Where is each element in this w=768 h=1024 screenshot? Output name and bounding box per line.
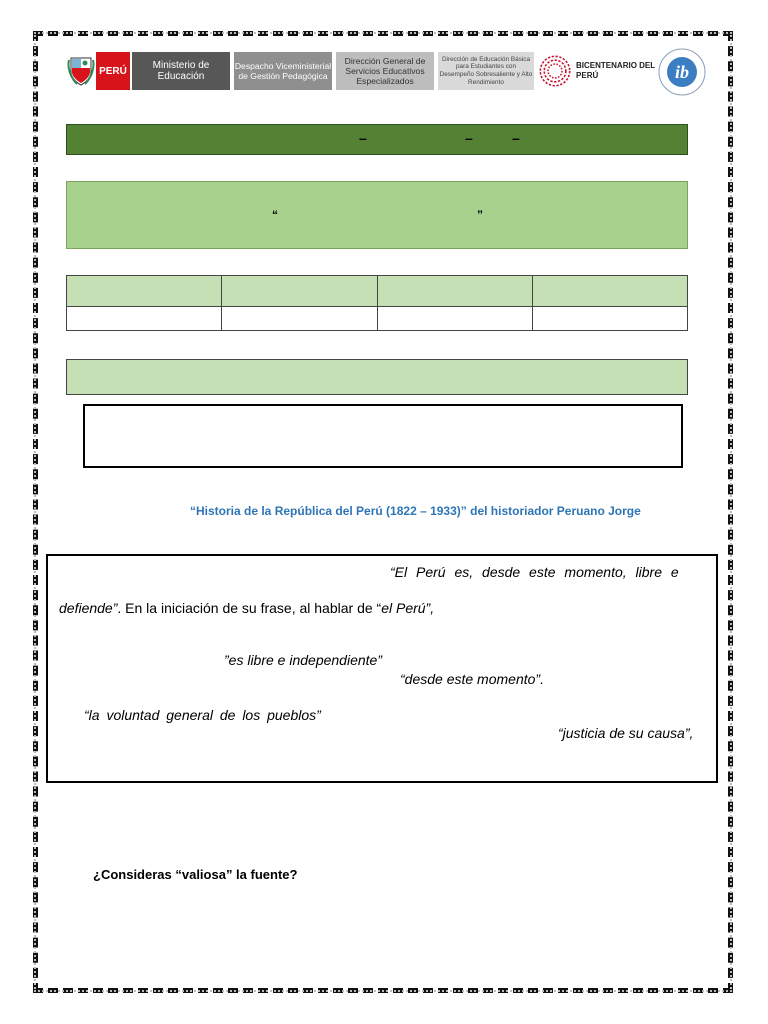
- info-table-value-cell[interactable]: [67, 307, 222, 331]
- activity-title-band: [66, 181, 688, 249]
- direccion-general-logo: Dirección General de Servicios Educativos Especializados: [336, 52, 434, 90]
- band-dash-1: –: [359, 130, 367, 146]
- source-reference: “Historia de la República del Perú (1822 – 1933)” del historiador Peruano Jorge: [190, 504, 641, 518]
- peru-badge: PERÚ: [96, 52, 130, 90]
- section-band: [66, 359, 688, 395]
- info-table-header-cell: [532, 276, 687, 307]
- info-table-value-cell[interactable]: [222, 307, 377, 331]
- quote-line-2-b: . En la iniciación de su frase, al hablar de “: [117, 600, 382, 616]
- title-quote-close: ”: [477, 208, 483, 222]
- info-table-header-cell: [377, 276, 532, 307]
- info-table-header-row: [67, 276, 688, 307]
- bicentenario-label: BICENTENARIO DEL PERÚ: [576, 61, 655, 80]
- direccion-basica-logo: Dirección de Educación Básica para Estudiantes con Desempeño Sobresaliente y Alto Rendimiento: [438, 52, 534, 90]
- question-prompt: ¿Consideras “valiosa” la fuente?: [93, 867, 298, 882]
- band-dash-2: –: [465, 130, 473, 146]
- unit-header-band: [66, 124, 688, 155]
- bicentenario-emblem-icon: [538, 49, 572, 93]
- peru-coat-of-arms-icon: [66, 52, 96, 90]
- title-quote-open: “: [272, 208, 278, 222]
- ministerio-logo: Ministerio de Educación: [132, 52, 230, 90]
- quote-line-1: “El Perú es, desde este momento, libre e: [390, 564, 679, 580]
- bicentenario-logo: [538, 46, 656, 96]
- answer-box[interactable]: [83, 404, 683, 468]
- quote-line-6: “justicia de su causa”,: [558, 725, 694, 741]
- header-logos: [66, 46, 706, 98]
- ib-emblem-icon: [657, 47, 707, 97]
- despacho-logo: Despacho Viceministerial de Gestión Pedagógica: [234, 52, 332, 90]
- band-dash-3: –: [512, 130, 520, 146]
- quote-line-5: “la voluntad general de los pueblos”: [84, 707, 321, 723]
- quote-line-2-c: el Perú”,: [381, 600, 435, 616]
- quote-line-3: ”es libre e independiente”: [224, 652, 382, 668]
- quote-line-4: “desde este momento”.: [400, 671, 544, 687]
- info-table-header-cell: [67, 276, 222, 307]
- quote-analysis-box: [46, 554, 718, 783]
- info-table-value-cell[interactable]: [377, 307, 532, 331]
- info-table-value-cell[interactable]: [532, 307, 687, 331]
- quote-line-2-a: defiende”: [59, 600, 118, 616]
- info-table: [66, 275, 688, 331]
- info-table-header-cell: [222, 276, 377, 307]
- quote-line-2: [59, 600, 434, 616]
- ib-letter: ib: [674, 62, 690, 82]
- info-table-value-row: [67, 307, 688, 331]
- ib-logo: [656, 46, 708, 98]
